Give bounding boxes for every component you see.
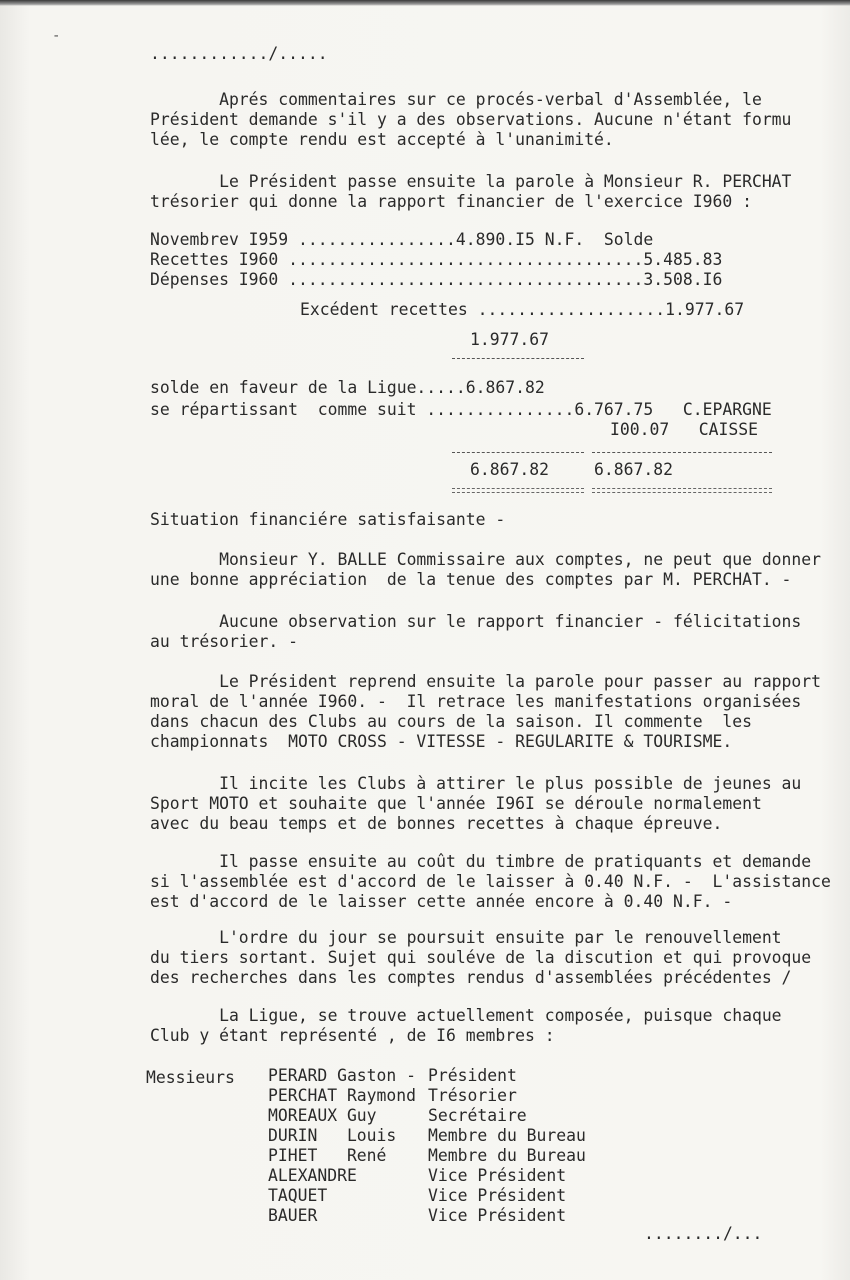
p8-line-1: L'ordre du jour se poursuit ensuite par le renouvellement [150, 928, 782, 947]
member-name: PERCHAT Raymond [268, 1086, 417, 1105]
member-role: Vice Président [428, 1206, 567, 1225]
corner-mark: ‐ [52, 28, 61, 44]
p6-line-3: avec du beau temps et de bonnes recettes à chaque épreuve. [150, 814, 723, 833]
p7-line-3: est d'accord de le laisser cette année encore à 0.40 N.F. - [150, 892, 733, 911]
finance-repartition: se répartissant comme suit ...............6.767.75 C.EPARGNE [150, 400, 772, 419]
member-name: MOREAUX Guy [268, 1106, 377, 1125]
p9-line-1: La Ligue, se trouve actuellement composée, puisque chaque [150, 1006, 782, 1025]
page-top-edge [0, 0, 850, 6]
finance-depenses: Dépenses I960 ....................................3.508.I6 [150, 270, 723, 289]
members-heading: Messieurs [146, 1068, 235, 1087]
finance-solde: solde en faveur de la Ligue.....6.867.82 [150, 378, 545, 397]
p1-line-1: Aprés commentaires sur ce procés-verbal d'Assemblée, le [150, 90, 762, 109]
member-name: BAUER [268, 1206, 318, 1225]
member-role: Membre du Bureau [428, 1146, 586, 1165]
finance-caisse: I00.07 CAISSE [610, 420, 759, 439]
p4-line-2: au trésorier. - [150, 632, 299, 651]
p1-line-3: lée, le compte rendu est accepté à l'unanimité. [150, 130, 614, 149]
member-role: Vice Président [428, 1166, 567, 1185]
member-name: PIHET René [268, 1146, 387, 1165]
p5-line-4: championnats MOTO CROSS - VITESSE - REGULARITE & TOURISME. [150, 732, 733, 751]
member-name: TAQUET [268, 1186, 328, 1205]
footer-reference: ......../... [644, 1224, 763, 1243]
total-rule-left [452, 452, 584, 453]
p7-line-1: Il passe ensuite au coût du timbre de pratiquants et demande [150, 852, 812, 871]
total-right: 6.867.82 [594, 460, 673, 479]
double-rule-right [592, 488, 772, 493]
p5-line-3: dans chacun des Clubs au cours de la saison. Il commente les [150, 712, 752, 731]
member-role: Membre du Bureau [428, 1126, 586, 1145]
member-role: Président [428, 1066, 517, 1085]
member-role: Vice Président [428, 1186, 567, 1205]
situation-line: Situation financiére satisfaisante - [150, 510, 506, 529]
p4-line-1: Aucune observation sur le rapport financier - félicitations [150, 612, 802, 631]
p5-line-1: Le Président reprend ensuite la parole pour passer au rapport [150, 672, 822, 691]
total-left: 6.867.82 [470, 460, 549, 479]
p7-line-2: si l'assemblée est d'accord de le laisser à 0.40 N.F. - L'assistance [150, 872, 831, 891]
p2-line-2: trésorier qui donne la rapport financier de l'exercice I960 : [150, 192, 752, 211]
member-name: DURIN Louis [268, 1126, 397, 1145]
member-role: Secrétaire [428, 1106, 527, 1125]
p2-line-1: Le Président passe ensuite la parole à Monsieur R. PERCHAT [150, 172, 792, 191]
subtotal-rule [452, 358, 584, 359]
finance-excedent: Excédent recettes ...................1.977.67 [300, 300, 745, 319]
p8-line-2: du tiers sortant. Sujet qui souléve de la discution et qui provoque [150, 948, 812, 967]
p5-line-2: moral de l'année I960. - Il retrace les manifestations organisées [150, 692, 802, 711]
member-name: PERARD Gaston - [268, 1066, 417, 1085]
p6-line-2: Sport MOTO et souhaite que l'année I96I se déroule normalement [150, 794, 762, 813]
p1-line-2: Président demande s'il y a des observations. Aucune n'étant formu [150, 110, 792, 129]
p3-line-1: Monsieur Y. BALLE Commissaire aux comptes, ne peut que donner [150, 550, 822, 569]
finance-carry: 1.977.67 [470, 330, 549, 349]
p9-line-2: Club y étant représenté , de I6 membres : [150, 1026, 555, 1045]
finance-november: Novembrev I959 ................4.890.I5 N.F. Solde [150, 230, 654, 249]
header-reference: ............/..... [150, 44, 328, 63]
p8-line-3: des recherches dans les comptes rendus d'assemblées précédentes / [150, 968, 792, 987]
double-rule-left [452, 488, 584, 493]
member-name: ALEXANDRE [268, 1166, 357, 1185]
member-role: Trésorier [428, 1086, 517, 1105]
total-rule-right [592, 452, 772, 453]
p3-line-2: une bonne appréciation de la tenue des comptes par M. PERCHAT. - [150, 570, 792, 589]
finance-recettes: Recettes I960 ....................................5.485.83 [150, 250, 723, 269]
p6-line-1: Il incite les Clubs à attirer le plus possible de jeunes au [150, 774, 802, 793]
